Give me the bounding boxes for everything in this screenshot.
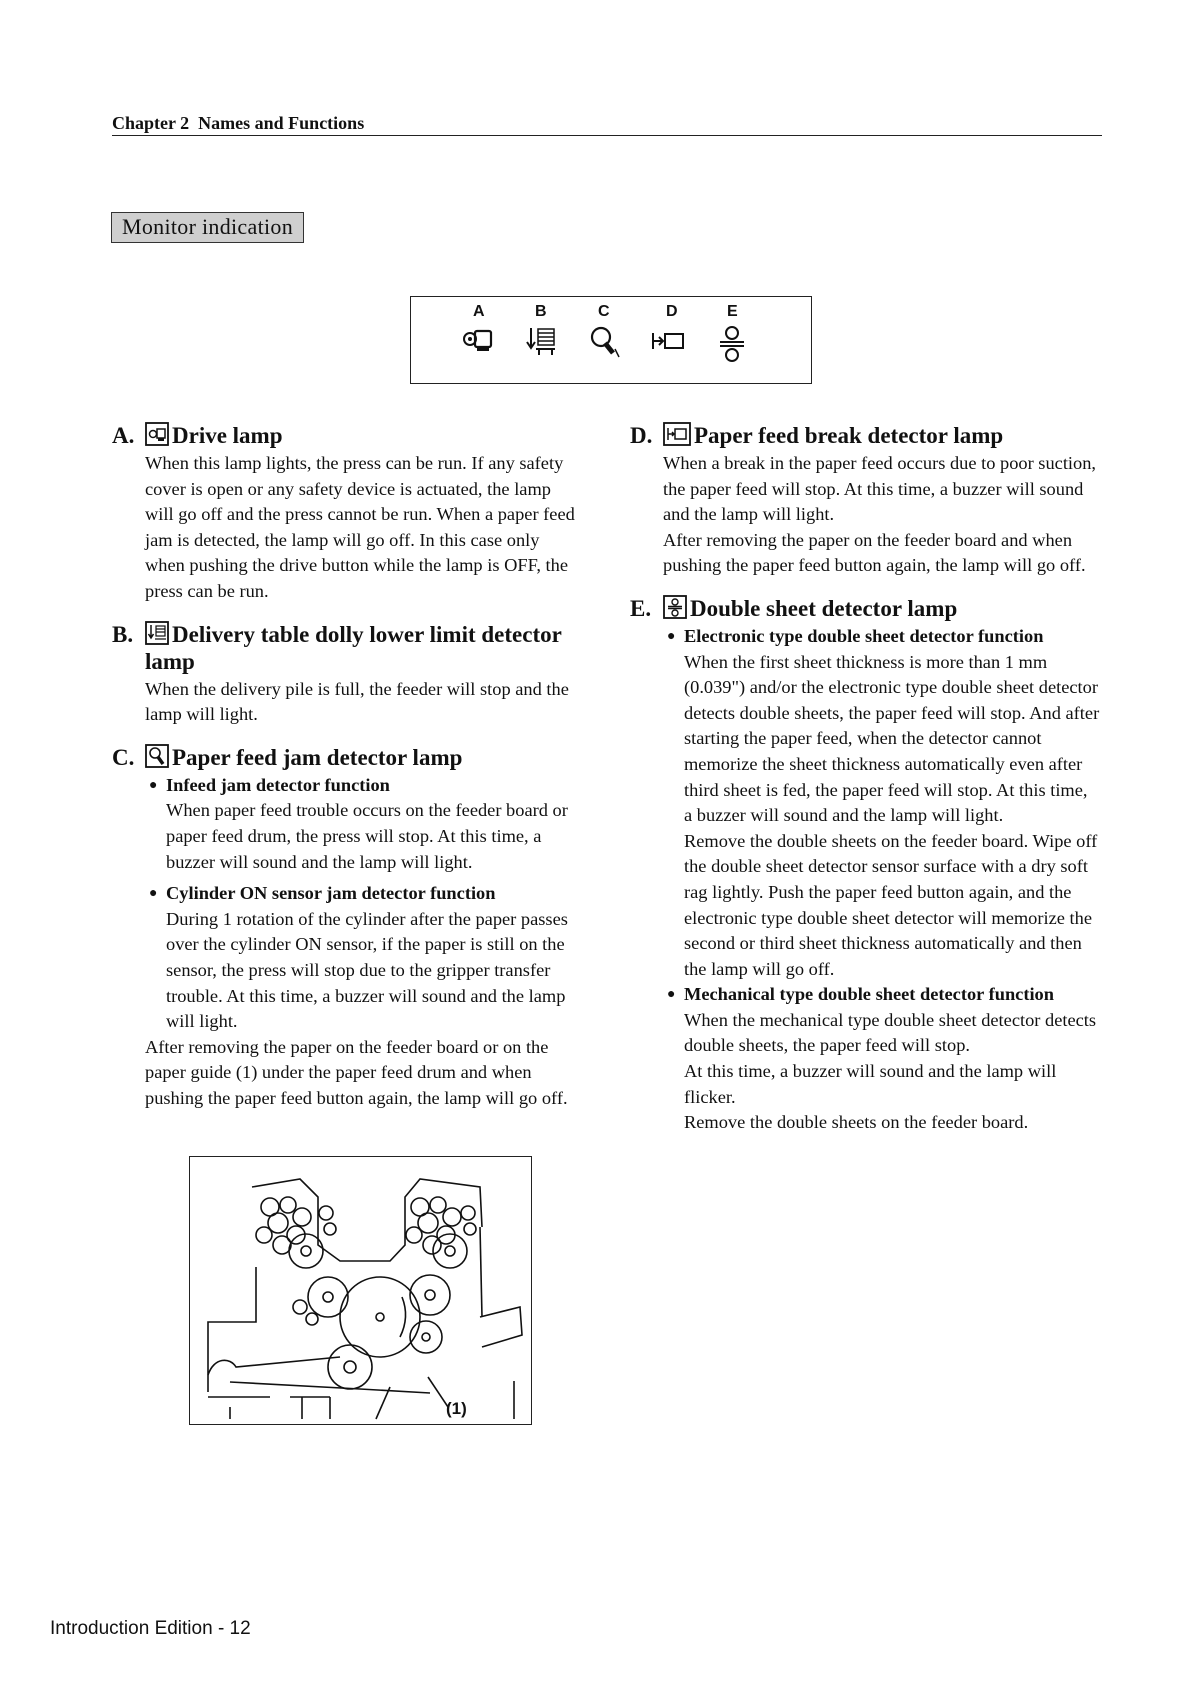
section-d-heading [630, 422, 1100, 449]
mechanical-detector-title: Mechanical type double sheet detector function [684, 984, 1054, 1005]
left-column [112, 422, 582, 1111]
section-c-heading [112, 744, 582, 771]
electronic-detector-item [663, 624, 1100, 982]
infeed-jam-item [145, 773, 582, 875]
section-e-letter: E. [630, 595, 652, 621]
section-d-body-1: When a break in the paper feed occurs due to poor suction, the paper feed will stop. At this time, a buzzer will sound and the lamp will light. [663, 453, 1097, 525]
cylinder-jam-title: Cylinder ON sensor jam detector function [166, 883, 496, 904]
section-d-body-2: After removing the paper on the feeder board and when pushing the paper feed button again, the lamp will go off. [663, 529, 1086, 576]
chapter-header [112, 113, 1102, 137]
bullet-icon: ● [149, 777, 158, 793]
jam-detector-icon [587, 325, 623, 359]
jam-detector-icon [145, 744, 169, 768]
press-diagram-drawing [190, 1157, 531, 1424]
header-rule [112, 135, 1102, 136]
panel-label-a: A [473, 303, 485, 320]
drive-icon [145, 422, 169, 446]
mechanical-detector-body-1: When the mechanical type double sheet detector detects double sheets, the paper feed will stop. [684, 1009, 1097, 1056]
infeed-jam-title: Infeed jam detector function [166, 774, 390, 795]
section-d-letter: D. [630, 423, 653, 448]
double-sheet-icon [716, 325, 748, 363]
section-e-title: Double sheet detector lamp [690, 595, 958, 621]
drive-icon [461, 325, 497, 357]
bullet-icon: ● [667, 628, 676, 644]
section-a-heading [112, 422, 582, 449]
bullet-icon: ● [149, 886, 158, 902]
section-c-after: After removing the paper on the feeder board or on the paper guide (1) under the paper feed drum and when pushing the paper feed button again, the lamp will go off. [145, 1036, 568, 1108]
infeed-jam-body: When paper feed trouble occurs on the feeder board or paper feed drum, the press will stop. At this time, a buzzer will sound and the lamp will light. [166, 800, 568, 872]
section-b-heading [112, 621, 582, 675]
section-a-body: When this lamp lights, the press can be run. If any safety cover is open or any safety device is actuated, the lamp will go off and the press cannot be run. When a paper feed jam is detected, the lamp will go off. In this case only when pushing the drive button while the lamp is OFF, the press can be run. [145, 453, 575, 601]
callout-1: (1) [446, 1399, 467, 1418]
electronic-detector-title: Electronic type double sheet detector function [684, 625, 1044, 646]
dolly-limit-icon [145, 621, 169, 645]
section-b-letter: B. [112, 621, 134, 647]
mechanical-detector-item [663, 982, 1100, 1136]
electronic-detector-body-1: When the first sheet thickness is more than 1 mm (0.039") and/or the electronic type double sheet detector detects double sheets, the paper feed will stop. And after starting the paper feed, when the detector cannot memorize the sheet thickness automatically even after third sheet is fed, the paper feed will stop. At this time, a buzzer will sound and the lamp will light. [684, 651, 1100, 826]
section-b-title: Delivery table dolly lower limit detector lamp [145, 621, 562, 674]
mechanical-detector-body-2: At this time, a buzzer will sound and the lamp will flicker. [684, 1061, 1057, 1107]
panel-label-b: B [535, 303, 547, 320]
section-a-title: Drive lamp [172, 423, 283, 448]
cylinder-jam-body: During 1 rotation of the cylinder after the paper passes over the cylinder ON sensor, if the paper is still on the sensor, the press will stop due to the gripper transfer trouble. At this time, a buzzer will sound and the lamp will light. [166, 908, 568, 1032]
panel-label-e: E [727, 303, 738, 320]
bullet-icon: ● [667, 987, 676, 1003]
chapter-title: Chapter 2 Names and Functions [112, 113, 365, 133]
section-c-letter: C. [112, 744, 135, 770]
right-column [630, 422, 1100, 1136]
page-footer: Introduction Edition - 12 [50, 1618, 251, 1639]
section-b-body: When the delivery pile is full, the feeder will stop and the lamp will light. [145, 678, 569, 725]
mechanical-detector-body-3: Remove the double sheets on the feeder board. [684, 1112, 1029, 1133]
section-e-heading [630, 595, 1100, 622]
monitor-indication-title: Monitor indication [111, 212, 304, 243]
cylinder-jam-item [145, 881, 582, 1035]
feed-break-icon [649, 325, 689, 355]
monitor-panel [410, 296, 812, 384]
double-sheet-icon [663, 595, 687, 619]
feed-break-icon [663, 422, 691, 446]
panel-label-d: D [666, 303, 678, 320]
electronic-detector-body-2: Remove the double sheets on the feeder board. Wipe off the double sheet detector sensor surface with a dry soft rag lightly. Push the paper feed button again, and the electronic type double sheet detector will memorize the second or third sheet thickness automatically and then the lamp will go off. [684, 830, 1098, 979]
section-c-title: Paper feed jam detector lamp [172, 744, 463, 770]
section-a-letter: A. [112, 423, 135, 448]
dolly-limit-icon [524, 325, 558, 359]
panel-label-c: C [598, 303, 610, 320]
press-diagram [189, 1156, 532, 1425]
section-d-title: Paper feed break detector lamp [694, 423, 1004, 448]
